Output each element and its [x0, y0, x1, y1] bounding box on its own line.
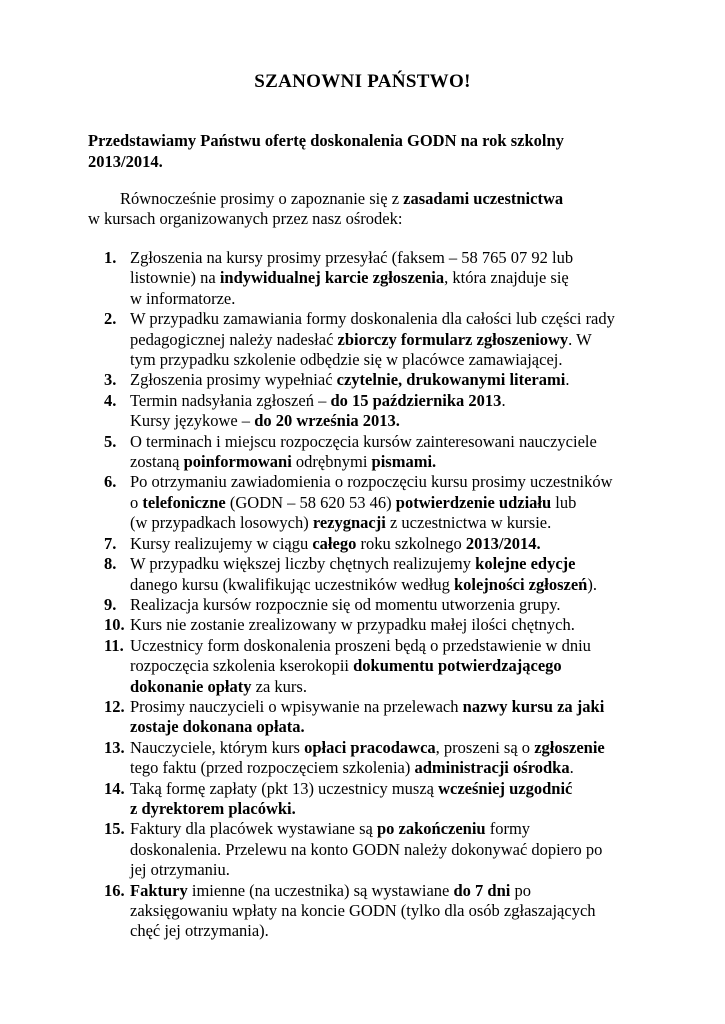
rule-item	[104, 819, 644, 880]
rule-line	[130, 779, 644, 799]
rules-introduction-paragraph	[88, 189, 648, 229]
intro-line-2: 2013/2014.	[88, 152, 163, 171]
rule-line	[130, 717, 644, 737]
rule-line	[130, 758, 644, 778]
rule-text: doskonalenia. Przelewu na konto GODN należy dokonywać dopiero po	[130, 839, 603, 859]
rule-text: Realizacja kursów rozpocznie się od momentu utworzenia grupy.	[130, 594, 561, 614]
rule-line	[130, 901, 644, 921]
rule-text: pedagogicznej należy nadesłać	[130, 329, 338, 349]
rule-text-bold: administracji ośrodka	[414, 758, 570, 778]
rule-line	[130, 738, 644, 758]
rule-line	[130, 819, 644, 839]
rule-text: formy	[485, 819, 531, 839]
rule-item	[104, 738, 644, 779]
rule-text: z uczestnictwa w kursie.	[385, 513, 552, 533]
rule-text: zostaną	[130, 452, 184, 472]
rule-text-bold: 2013/2014.	[465, 533, 541, 553]
rule-line	[130, 432, 644, 452]
rule-text: W przypadku zamawiania formy doskonalenia dla całości lub części rady	[130, 309, 615, 329]
rule-text: lub	[551, 492, 577, 512]
rule-line	[130, 921, 644, 941]
rule-line	[130, 840, 644, 860]
rule-item	[104, 636, 644, 697]
rule-text: .	[569, 758, 574, 778]
rule-text: Prosimy nauczycieli o wpisywanie na przelewach	[130, 696, 463, 716]
rule-text-bold: po zakończeniu	[376, 819, 486, 839]
rule-text: Taką formę zapłaty (pkt 13) uczestnicy muszą	[130, 778, 439, 798]
rule-item	[104, 370, 644, 390]
rule-text-bold: poinformowani	[183, 452, 292, 472]
rule-text-bold: pismami.	[371, 452, 437, 472]
rule-text-bold: dokonanie opłaty	[130, 676, 252, 696]
rule-text: (w przypadkach losowych)	[130, 513, 313, 533]
rule-text: Termin nadsyłania zgłoszeń –	[130, 390, 331, 410]
rule-line	[130, 513, 644, 533]
intro-line-1: Przedstawiamy Państwu ofertę doskonalenia GODN na rok szkolny	[88, 131, 564, 150]
rule-text-bold: zbiorczy formularz zgłoszeniowy	[337, 329, 569, 349]
rule-number: 13.	[104, 737, 125, 757]
rule-text-bold: rezygnacji	[312, 513, 386, 533]
rule-number: 4.	[104, 390, 117, 410]
rule-text: (GODN – 58 620 53 46)	[225, 492, 396, 512]
rule-text-bold: opłaci pracodawca	[304, 737, 436, 757]
rule-item	[104, 534, 644, 554]
rule-text-bold: do 20 września 2013.	[254, 411, 400, 431]
rule-number: 8.	[104, 554, 117, 574]
rule-text: tego faktu (przed rozpoczęciem szkolenia)	[130, 758, 415, 778]
rule-line	[130, 309, 644, 329]
rule-text: w informatorze.	[130, 288, 236, 308]
rule-line	[130, 472, 644, 492]
rule-text-bold: zostaje dokonana opłata.	[130, 717, 305, 737]
rule-text-bold: dokumentu potwierdzającego	[353, 656, 562, 676]
rules-list	[104, 248, 644, 942]
rule-number: 2.	[104, 309, 117, 329]
rule-line	[130, 248, 644, 268]
rule-number: 10.	[104, 615, 125, 635]
rule-item	[104, 595, 644, 615]
rule-item	[104, 615, 644, 635]
paragraph-text: Równocześnie prosimy o zapoznanie się z	[120, 189, 404, 208]
rule-item	[104, 391, 644, 432]
rule-text: Zgłoszenia na kursy prosimy przesyłać (faksem – 58 765 07 92 lub	[130, 248, 574, 267]
rule-text: rozpoczęcia szkolenia kserokopii	[130, 656, 354, 676]
paragraph-line-2: w kursach organizowanych przez nasz ośrodek:	[88, 209, 403, 228]
rule-item	[104, 309, 644, 370]
rule-text-bold: Faktury	[130, 880, 188, 900]
rule-line	[130, 268, 644, 288]
rule-text: jej otrzymaniu.	[130, 860, 230, 880]
rule-line	[130, 493, 644, 513]
rule-text: o	[130, 492, 143, 512]
rule-text-bold: do 7 dni	[453, 880, 511, 900]
rule-text: listownie) na	[130, 268, 220, 288]
rule-text: W przypadku większej liczby chętnych realizujemy	[130, 554, 476, 574]
rule-text-bold: do 15 października 2013	[330, 390, 502, 410]
rule-text: po	[510, 880, 531, 900]
rule-line	[130, 636, 644, 656]
rule-item	[104, 472, 644, 533]
rule-item	[104, 779, 644, 820]
rule-number: 5.	[104, 431, 117, 451]
rule-text: tym przypadku szkolenie odbędzie się w placówce zamawiającej.	[130, 350, 563, 370]
rule-text-bold: potwierdzenie udziału	[395, 492, 552, 512]
rule-line	[130, 350, 644, 370]
rule-line	[130, 452, 644, 472]
rule-line	[130, 534, 644, 554]
rule-line	[130, 330, 644, 350]
rule-text-bold: wcześniej uzgodnić	[438, 778, 573, 798]
rule-item	[104, 697, 644, 738]
rule-text: imienne (na uczestnika) są wystawiane	[187, 880, 454, 900]
rule-number: 14.	[104, 778, 125, 798]
rule-text: .	[565, 370, 570, 390]
rule-number: 11.	[104, 635, 124, 655]
rule-text: danego kursu (kwalifikując uczestników według	[130, 574, 454, 594]
paragraph-line-1	[88, 189, 648, 209]
rule-text: Kursy realizujemy w ciągu	[130, 533, 313, 553]
rule-text: roku szkolnego	[356, 533, 466, 553]
rule-line	[130, 575, 644, 595]
rule-number: 15.	[104, 819, 125, 839]
rule-line	[130, 391, 644, 411]
rule-line	[130, 656, 644, 676]
rule-line	[130, 615, 644, 635]
rule-item	[104, 432, 644, 473]
rule-text: ).	[587, 574, 597, 594]
rule-text-bold: telefoniczne	[142, 492, 226, 512]
rule-item	[104, 881, 644, 942]
rule-number: 16.	[104, 880, 125, 900]
rule-text: O terminach i miejscu rozpoczęcia kursów zainteresowani nauczyciele	[130, 431, 597, 451]
rule-text-bold: zgłoszenie	[534, 737, 605, 757]
rule-line	[130, 595, 644, 615]
rule-text-bold: nazwy kursu za jaki	[462, 696, 605, 716]
rule-number: 3.	[104, 370, 117, 390]
rule-line	[130, 799, 644, 819]
rule-number: 1.	[104, 248, 117, 267]
rule-line	[130, 554, 644, 574]
rule-text: za kurs.	[251, 676, 307, 696]
rule-text: Po otrzymaniu zawiadomienia o rozpoczęciu kursu prosimy uczestników	[130, 472, 613, 492]
rule-line	[130, 881, 644, 901]
rule-text: , która znajduje się	[444, 268, 569, 288]
rule-text: Zgłoszenia prosimy wypełniać	[130, 370, 337, 390]
rule-item	[104, 248, 644, 309]
rule-text: Nauczyciele, którym kurs	[130, 737, 305, 757]
rule-line	[130, 411, 644, 431]
rule-text: Kurs nie zostanie zrealizowany w przypadku małej ilości chętnych.	[130, 615, 575, 635]
rule-line	[130, 370, 644, 390]
rule-text: Uczestnicy form doskonalenia proszeni będą o przedstawienie w dniu	[130, 635, 591, 655]
rule-line	[130, 289, 644, 309]
rule-text-bold: indywidualnej karcie zgłoszenia	[219, 268, 445, 288]
rule-text: , proszeni są o	[435, 737, 535, 757]
rule-line	[130, 697, 644, 717]
rule-text: . W	[568, 329, 592, 349]
rule-text-bold: kolejności zgłoszeń	[453, 574, 588, 594]
rule-item	[104, 554, 644, 595]
rule-text-bold: całego	[312, 533, 357, 553]
page-title: SZANOWNI PAŃSTWO!	[254, 71, 471, 92]
rule-number: 7.	[104, 533, 117, 553]
rule-line	[130, 677, 644, 697]
rule-number: 6.	[104, 472, 117, 492]
rule-text: .	[501, 390, 506, 410]
rule-text: Kursy językowe –	[130, 411, 255, 431]
rule-line	[130, 860, 644, 880]
rule-number: 9.	[104, 594, 117, 614]
rule-text-bold: z dyrektorem placówki.	[130, 798, 296, 818]
intro-heading	[88, 130, 648, 172]
rule-text: Faktury dla placówek wystawiane są	[130, 819, 377, 839]
rule-text-bold: czytelnie, drukowanymi literami	[336, 370, 566, 390]
rule-text-bold: kolejne edycje	[475, 554, 576, 574]
paragraph-bold: zasadami uczestnictwa	[403, 189, 564, 208]
rule-text: zaksięgowaniu wpłaty na koncie GODN (tylko dla osób zgłaszających	[130, 901, 596, 920]
rule-number: 12.	[104, 696, 125, 716]
rule-text: chęć jej otrzymania).	[130, 921, 269, 941]
rule-text: odrębnymi	[291, 452, 372, 472]
